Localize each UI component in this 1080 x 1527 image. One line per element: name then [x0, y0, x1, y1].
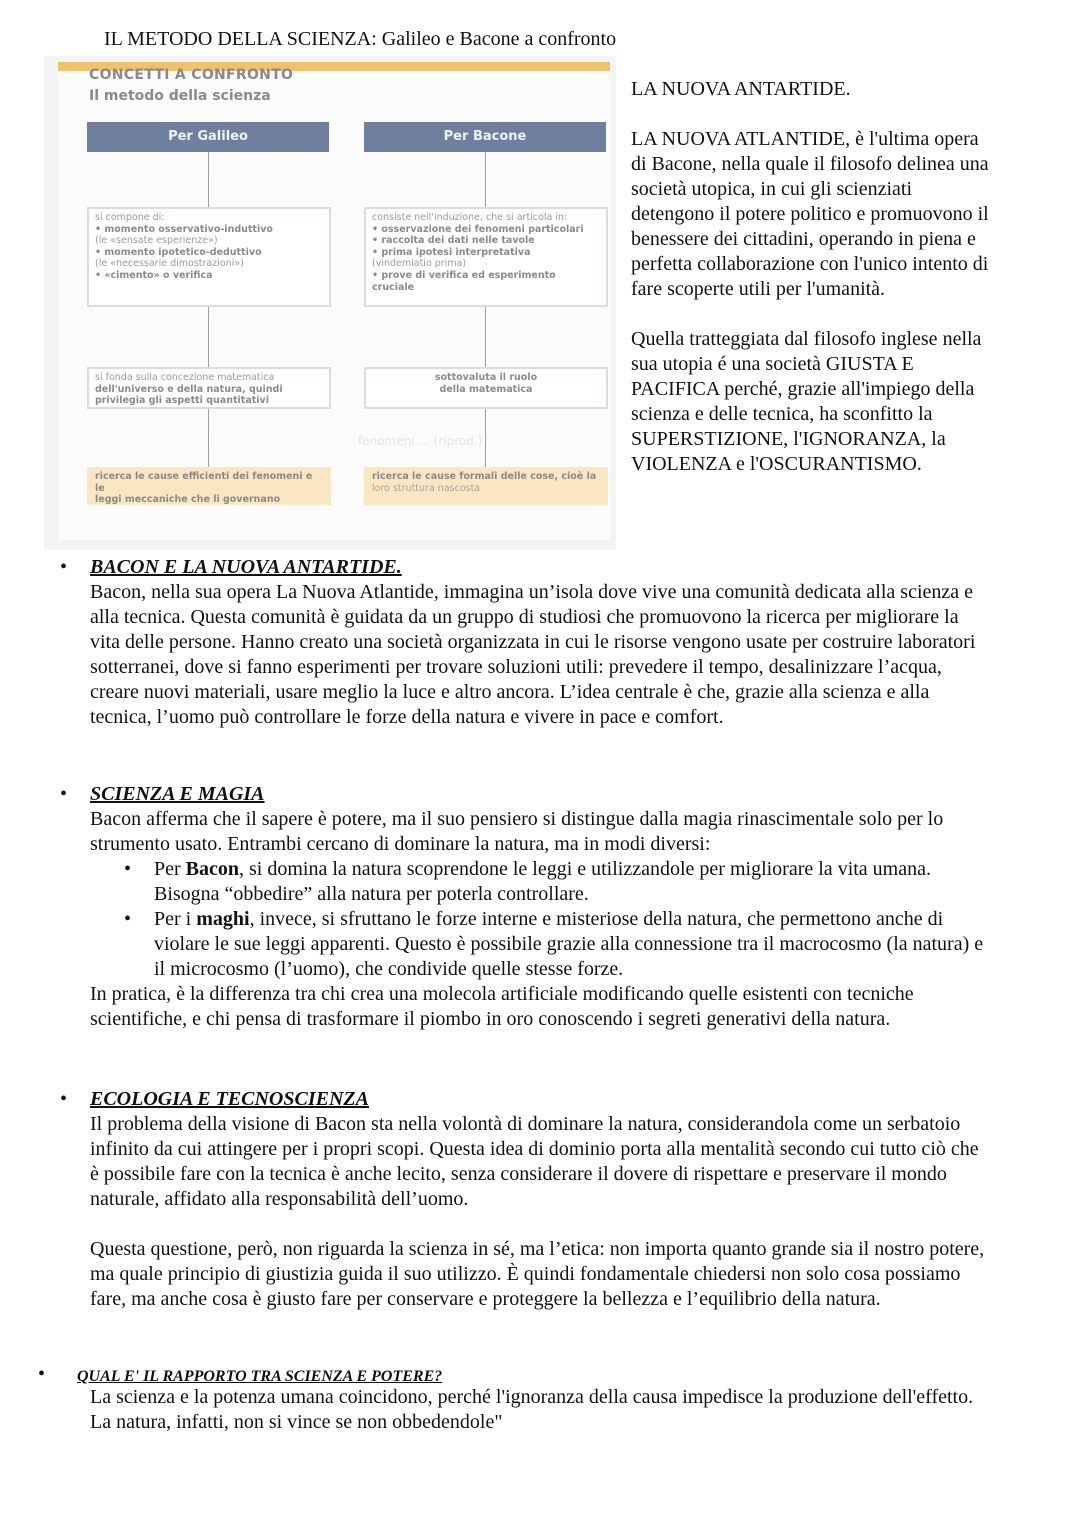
galileo-math-box — [87, 367, 331, 409]
galileo-method-box — [87, 207, 331, 307]
list-item: • Per Bacon, si domina la natura scoprendone le leggi e utilizzandole per migliorare la vita umana. Bisogna “obbedire” alla natura per poterla controllare. — [124, 858, 931, 905]
section-title: SCIENZA E MAGIA — [90, 783, 265, 805]
bullet: • — [60, 556, 68, 578]
connector-line — [208, 152, 209, 207]
box-line: loro struttura nascosta — [372, 482, 481, 494]
sub-bullet: • — [124, 908, 132, 930]
right-paragraph: LA NUOVA ATLANTIDE, è l'ultima opera di Bacone, nella quale il filosofo delinea una società utopica, in cui gli scienziati detengono il potere politico e promuovono il benessere dei cittadini, operando in piena e perfetta collaborazione con l'unico intento di fare scoperte utili per l'umanità. — [631, 128, 989, 300]
connector-line — [485, 407, 486, 467]
box-line: si fonda sulla concezione matematica — [95, 372, 275, 383]
section-title: BACON E LA NUOVA ANTARTIDE. — [90, 556, 402, 578]
box-line: si compone di: — [95, 212, 165, 223]
connector-line — [485, 307, 486, 367]
box-line: privilegia gli aspetti quantitativi — [95, 395, 269, 407]
box-line: ricerca le cause formali delle cose, cioè la — [372, 471, 597, 482]
box-line: • osservazione dei fenomeni particolari — [372, 223, 584, 235]
bacone-causes-box — [364, 467, 608, 505]
section-paragraph: Questa questione, però, non riguarda la scienza in sé, ma l’etica: non importa quanto grande sia il nostro potere, ma quale principio di giustizia guida il suo utilizzo. È quindi fondamentale chiedersi non solo cosa possiamo fare, ma anche cosa è giusto fare per conservare e proteggere la bellezza e l’equilibrio della natura. — [90, 1238, 985, 1310]
right-title: LA NUOVA ANTARTIDE. — [631, 78, 851, 100]
concept-map-figure — [44, 56, 616, 550]
faded-background-text: fenomeni ... (riprod.) — [358, 434, 483, 448]
box-line: (vindemiatio prima) — [372, 258, 467, 270]
connector-line — [485, 152, 486, 207]
box-line: • «cimento» o verifica — [95, 269, 213, 281]
bullet: • — [60, 1088, 68, 1110]
box-line: leggi meccaniche che li governano — [95, 494, 281, 506]
bullet: • — [60, 783, 68, 805]
connector-line — [208, 307, 209, 367]
section-body — [90, 1112, 990, 1312]
box-line: consiste nell'induzione, che si articola in: — [372, 212, 568, 223]
box-line: • prove di verifica ed esperimento cruciale — [372, 269, 556, 293]
bold-term: maghi — [196, 908, 250, 930]
box-line: sottovaluta il ruolo — [434, 372, 538, 383]
concept-map-panel — [58, 62, 610, 540]
box-line: (le «necessarie dimostrazioni») — [95, 258, 244, 270]
concept-map-heading: CONCETTI A CONFRONTO — [89, 67, 294, 83]
section-title: QUAL E' IL RAPPORTO TRA SCIENZA E POTERE? — [77, 1368, 443, 1385]
box-line: • momento osservativo-induttivo — [95, 223, 273, 235]
bold-term: Bacon — [185, 858, 240, 880]
section-body: La scienza e la potenza umana coincidono, perché l'ignoranza della causa impedisce la produzione dell'effetto. La natura, infatti, non si vince se non obbedendole" — [90, 1386, 974, 1433]
galileo-causes-box — [87, 467, 331, 505]
right-paragraph: Quella tratteggiata dal filosofo inglese nella sua utopia é una società GIUSTA E PACIFICA perché, grazie all'impiego della scienza e delle tecnica, ha sconfitto la SUPERSTIZIONE, l'IGNORANZA, la VIOLENZA e l'OSCURANTISMO. — [631, 328, 982, 475]
box-line: • momento ipotetico-deduttivo — [95, 246, 262, 258]
concept-map-subheading: Il metodo della scienza — [89, 88, 271, 104]
section-body: Bacon, nella sua opera La Nuova Atlantide, immagina un’isola dove vive una comunità dedicata alla scienza e alla tecnica. Questa comunità è guidata da un gruppo di studiosi che promuovono la ricerca per migliorare la vita delle persone. Hanno creato una società organizzata in cui le risorse vengono usate per costruire laboratori sotterranei, dove si fanno esperimenti per trovare soluzioni utili: prevedere il tempo, desalinizzare l’acqua, creare nuovi materiali, usare meglio la luce e altro ancora. L’idea centrale è che, grazie alla scienza e alla tecnica, l’uomo può controllare le forze della natura e vivere in pace e comfort. — [90, 581, 976, 728]
bacone-math-box — [364, 367, 608, 409]
box-line: • raccolta dei dati nelle tavole — [372, 235, 535, 247]
bacone-method-box — [364, 207, 608, 307]
bacone-header: Per Bacone — [364, 122, 606, 152]
section-title: ECOLOGIA E TECNOSCIENZA — [90, 1088, 369, 1110]
right-column — [631, 77, 991, 477]
section-paragraph: Il problema della visione di Bacon sta nella volontà di dominare la natura, considerandola come un serbatoio infinito da cui attingere per i propri scopi. Questa idea di dominio porta alla mentalità secondo cui tutto ciò che è possibile fare con la tecnica è anche lecito, senza considerare il dovere di rispettare e preservare il mondo naturale, affidato alla responsabilità dell’uomo. — [90, 1113, 979, 1210]
sub-bullet: • — [124, 858, 132, 880]
box-line: della matematica — [439, 383, 533, 395]
bullet: • — [38, 1363, 46, 1385]
box-line: (le «sensate esperienze») — [95, 235, 218, 247]
connector-line — [208, 407, 209, 467]
page-title: IL METODO DELLA SCIENZA: Galileo e Bacone a confronto — [104, 28, 617, 50]
galileo-header: Per Galileo — [87, 122, 329, 152]
list-item: • Per i maghi, invece, si sfruttano le forze interne e misteriose della natura, che permettono anche di violare le sue leggi apparenti. Questo è possibile grazie alla connessione tra il macrocosmo (la natura) e il microcosmo (l’uomo), che condivide quelle stesse forze. — [124, 908, 984, 980]
box-line: • prima ipotesi interpretativa — [372, 246, 531, 258]
box-line: ricerca le cause efficienti dei fenomeni e le — [95, 471, 313, 494]
sub-list — [90, 857, 990, 982]
section-body — [90, 807, 990, 1032]
section-intro: Bacon afferma che il sapere è potere, ma il suo pensiero si distingue dalla magia rinascimentale solo per lo strumento usato. Entrambi cercano di dominare la natura, ma in modi diversi: — [90, 808, 944, 855]
section-outro: In pratica, è la differenza tra chi crea una molecola artificiale modificando quelle esistenti con tecniche scientifiche, e chi pensa di trasformare il piombo in oro conoscendo i segreti generativi della natura. — [90, 983, 914, 1030]
box-line: dell'universo e della natura, quindi — [95, 383, 283, 395]
